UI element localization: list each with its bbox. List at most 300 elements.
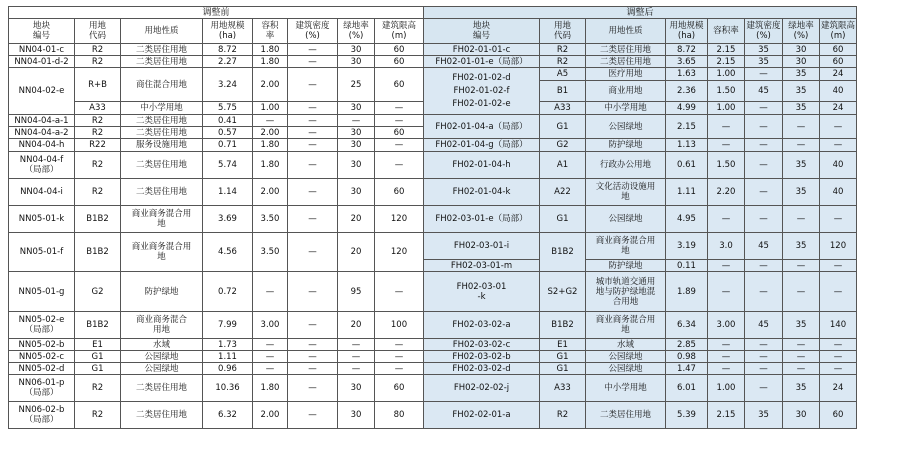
cell: 1.50 — [708, 81, 745, 102]
cell: 商业商务混合用 地 — [121, 233, 203, 272]
cell: 二类居住用地 — [121, 127, 203, 139]
col-header: 用地 代码 — [540, 19, 586, 44]
cell: 城市轨道交通用 地与防护绿地混 合用地 — [586, 272, 666, 312]
col-header: 建筑密度 (%) — [745, 19, 783, 44]
cell: 5.39 — [666, 402, 708, 429]
col-header: 地块 编号 — [9, 19, 75, 44]
table-row — [9, 233, 857, 260]
cell: 2.00 — [253, 179, 288, 206]
cell: — — [375, 351, 424, 363]
cell: FH02-01-02-d FH02-01-02-f FH02-01-02-e — [424, 68, 540, 115]
cell: 120 — [820, 233, 857, 260]
cell: 24 — [820, 375, 857, 402]
cell: 2.00 — [253, 402, 288, 429]
cell: 120 — [375, 206, 424, 233]
cell: NN04-01-d-2 — [9, 56, 75, 68]
cell: R2 — [75, 115, 121, 127]
cell: 20 — [338, 312, 375, 339]
cell: — — [288, 375, 338, 402]
cell: — — [288, 339, 338, 351]
cell: B1 — [540, 81, 586, 102]
cell: NN04-01-c — [9, 44, 75, 56]
cell: 24 — [820, 68, 857, 81]
cell: R2 — [75, 44, 121, 56]
cell: G1 — [75, 363, 121, 375]
table-row — [9, 44, 857, 56]
cell: 60 — [375, 44, 424, 56]
cell: R2 — [75, 56, 121, 68]
cell: — — [288, 127, 338, 139]
cell: NN05-02-b — [9, 339, 75, 351]
cell: 1.00 — [253, 102, 288, 115]
cell: 4.56 — [203, 233, 253, 272]
cell: 30 — [338, 402, 375, 429]
cell: 100 — [375, 312, 424, 339]
cell: 40 — [820, 179, 857, 206]
cell: 公园绿地 — [121, 351, 203, 363]
cell: 30 — [338, 152, 375, 179]
cell: 8.72 — [203, 44, 253, 56]
cell: 1.14 — [203, 179, 253, 206]
cell: 2.00 — [253, 127, 288, 139]
cell: G1 — [540, 115, 586, 139]
table-row — [9, 68, 857, 81]
cell: E1 — [75, 339, 121, 351]
cell: — — [338, 351, 375, 363]
cell: — — [288, 351, 338, 363]
cell: — — [288, 272, 338, 312]
cell: — — [783, 206, 820, 233]
cell: 中小学用地 — [121, 102, 203, 115]
cell: — — [253, 272, 288, 312]
table-row — [9, 272, 857, 312]
cell: 3.00 — [253, 312, 288, 339]
cell: 水域 — [121, 339, 203, 351]
cell: — — [288, 206, 338, 233]
cell: 2.15 — [708, 402, 745, 429]
cell: NN04-04-h — [9, 139, 75, 152]
cell: — — [288, 115, 338, 127]
cell: — — [288, 139, 338, 152]
cell: 1.00 — [708, 102, 745, 115]
cell: 30 — [783, 402, 820, 429]
cell: NN05-02-c — [9, 351, 75, 363]
cell: — — [745, 115, 783, 139]
col-header: 用地 代码 — [75, 19, 121, 44]
col-header: 地块 编号 — [424, 19, 540, 44]
cell: 6.34 — [666, 312, 708, 339]
cell: — — [288, 68, 338, 102]
cell: — — [745, 272, 783, 312]
cell: 45 — [745, 233, 783, 260]
cell: 3.50 — [253, 233, 288, 272]
cell: 60 — [375, 179, 424, 206]
cell: — — [820, 351, 857, 363]
cell: 1.80 — [253, 44, 288, 56]
cell: FH02-03-02-b — [424, 351, 540, 363]
cell: FH02-01-01-e（局部） — [424, 56, 540, 68]
cell: 120 — [375, 233, 424, 272]
cell: — — [745, 139, 783, 152]
cell: — — [375, 115, 424, 127]
cell: — — [375, 102, 424, 115]
cell: — — [708, 139, 745, 152]
cell: A1 — [540, 152, 586, 179]
cell: R2 — [75, 402, 121, 429]
cell: 30 — [338, 375, 375, 402]
cell: 0.71 — [203, 139, 253, 152]
cell: 3.24 — [203, 68, 253, 102]
col-header: 用地性质 — [586, 19, 666, 44]
cell: 1.00 — [708, 68, 745, 81]
cell: 4.95 — [666, 206, 708, 233]
cell: 3.19 — [666, 233, 708, 260]
cell: 35 — [783, 375, 820, 402]
cell: 30 — [338, 102, 375, 115]
cell: 3.50 — [253, 206, 288, 233]
cell: 35 — [783, 312, 820, 339]
cell: 0.98 — [666, 351, 708, 363]
cell: — — [288, 363, 338, 375]
cell: 二类居住用地 — [121, 375, 203, 402]
cell: 二类居住用地 — [586, 56, 666, 68]
cell: B1B2 — [540, 233, 586, 272]
cell: 1.89 — [666, 272, 708, 312]
cell: 35 — [783, 68, 820, 81]
cell: 防护绿地 — [586, 139, 666, 152]
cell: 行政办公用地 — [586, 152, 666, 179]
cell: 3.0 — [708, 233, 745, 260]
cell: 35 — [783, 233, 820, 260]
cell: 30 — [783, 44, 820, 56]
cell: — — [783, 260, 820, 272]
cell: 30 — [338, 139, 375, 152]
cell: G1 — [540, 351, 586, 363]
cell: 10.36 — [203, 375, 253, 402]
cell: — — [288, 56, 338, 68]
cell: 1.13 — [666, 139, 708, 152]
cell: — — [745, 363, 783, 375]
cell: 6.01 — [666, 375, 708, 402]
cell: 商住混合用地 — [121, 68, 203, 102]
cell: 公园绿地 — [586, 206, 666, 233]
cell: FH02-03-01-e（局部） — [424, 206, 540, 233]
header-before: 调整前 — [9, 7, 424, 19]
cell: 40 — [820, 81, 857, 102]
cell: — — [783, 339, 820, 351]
cell: FH02-01-04-a（局部） — [424, 115, 540, 139]
table-row — [9, 152, 857, 179]
cell: 35 — [783, 102, 820, 115]
cell: FH02-03-02-c — [424, 339, 540, 351]
cell: 5.74 — [203, 152, 253, 179]
cell: 1.80 — [253, 56, 288, 68]
cell: 水域 — [586, 339, 666, 351]
cell: — — [745, 152, 783, 179]
cell: — — [288, 152, 338, 179]
cell: 商业商务混合 用地 — [121, 312, 203, 339]
table-row — [9, 312, 857, 339]
cell: — — [338, 363, 375, 375]
cell: 6.32 — [203, 402, 253, 429]
table-row — [9, 139, 857, 152]
cell: — — [375, 339, 424, 351]
cell: 二类居住用地 — [121, 56, 203, 68]
cell: NN06-02-b （局部） — [9, 402, 75, 429]
cell: R+B — [75, 68, 121, 102]
cell: A5 — [540, 68, 586, 81]
cell: 1.00 — [708, 375, 745, 402]
cell: FH02-02-02-j — [424, 375, 540, 402]
cell: 二类居住用地 — [121, 402, 203, 429]
cell: 2.15 — [708, 44, 745, 56]
cell: 公园绿地 — [586, 115, 666, 139]
cell: 2.15 — [666, 115, 708, 139]
cell: — — [708, 363, 745, 375]
cell: — — [253, 363, 288, 375]
cell: 0.41 — [203, 115, 253, 127]
cell: 4.99 — [666, 102, 708, 115]
cell: — — [745, 375, 783, 402]
cell: 商业商务混合用 地 — [586, 312, 666, 339]
table-row — [9, 375, 857, 402]
cell: — — [708, 206, 745, 233]
cell: — — [745, 206, 783, 233]
cell: 文化活动设施用 地 — [586, 179, 666, 206]
cell: R2 — [540, 402, 586, 429]
table-row — [9, 115, 857, 127]
cell: — — [253, 351, 288, 363]
table-row — [9, 56, 857, 68]
cell: 35 — [783, 152, 820, 179]
cell: 35 — [783, 179, 820, 206]
cell: FH02-03-02-a — [424, 312, 540, 339]
cell: B1B2 — [540, 312, 586, 339]
table-row — [9, 351, 857, 363]
cell: 30 — [338, 179, 375, 206]
cell: 公园绿地 — [586, 363, 666, 375]
cell: — — [288, 179, 338, 206]
cell: 1.50 — [708, 152, 745, 179]
cell: — — [820, 363, 857, 375]
cell: NN04-04-a-2 — [9, 127, 75, 139]
cell: 60 — [820, 44, 857, 56]
cell: 8.72 — [666, 44, 708, 56]
cell: — — [820, 339, 857, 351]
cell: 1.11 — [203, 351, 253, 363]
cell: — — [253, 115, 288, 127]
cell: NN05-02-d — [9, 363, 75, 375]
cell: — — [745, 102, 783, 115]
cell: FH02-01-04-h — [424, 152, 540, 179]
cell: — — [375, 139, 424, 152]
col-header: 容积 率 — [253, 19, 288, 44]
cell: FH02-01-01-c — [424, 44, 540, 56]
cell: FH02-02-01-a — [424, 402, 540, 429]
cell: 2.85 — [666, 339, 708, 351]
cell: — — [783, 139, 820, 152]
cell: — — [708, 351, 745, 363]
cell: — — [783, 351, 820, 363]
cell: — — [820, 272, 857, 312]
cell: R2 — [540, 44, 586, 56]
table-row — [9, 402, 857, 429]
cell: 80 — [375, 402, 424, 429]
cell: — — [708, 260, 745, 272]
cell: — — [745, 260, 783, 272]
cell: NN04-04-a-1 — [9, 115, 75, 127]
col-header: 用地性质 — [121, 19, 203, 44]
cell: 二类居住用地 — [121, 115, 203, 127]
cell: S2+G2 — [540, 272, 586, 312]
cell: — — [745, 339, 783, 351]
cell: 0.72 — [203, 272, 253, 312]
cell: 二类居住用地 — [121, 44, 203, 56]
table-row — [9, 363, 857, 375]
cell: — — [338, 339, 375, 351]
cell: — — [375, 363, 424, 375]
cell: B1B2 — [75, 233, 121, 272]
cell: R2 — [540, 56, 586, 68]
cell: 防护绿地 — [121, 272, 203, 312]
cell: 1.11 — [666, 179, 708, 206]
col-header: 容积率 — [708, 19, 745, 44]
cell: 60 — [820, 402, 857, 429]
cell: NN04-04-i — [9, 179, 75, 206]
cell: FH02-03-01 -k — [424, 272, 540, 312]
cell: 0.11 — [666, 260, 708, 272]
cell: 1.63 — [666, 68, 708, 81]
cell: FH02-03-01-m — [424, 260, 540, 272]
cell: — — [745, 68, 783, 81]
cell: 医疗用地 — [586, 68, 666, 81]
cell: 二类居住用地 — [586, 44, 666, 56]
cell: — — [783, 272, 820, 312]
cell: — — [375, 272, 424, 312]
cell: — — [783, 363, 820, 375]
header-after: 调整后 — [424, 7, 857, 19]
cell: G2 — [540, 139, 586, 152]
cell: 35 — [745, 402, 783, 429]
table-row — [9, 339, 857, 351]
cell: 二类居住用地 — [121, 179, 203, 206]
cell: 2.36 — [666, 81, 708, 102]
cell: 2.27 — [203, 56, 253, 68]
cell: FH02-03-02-d — [424, 363, 540, 375]
cell: — — [338, 115, 375, 127]
col-header: 建筑限高 (m) — [820, 19, 857, 44]
cell: 1.47 — [666, 363, 708, 375]
cell: 1.80 — [253, 375, 288, 402]
cell: 60 — [820, 56, 857, 68]
cell: NN05-01-k — [9, 206, 75, 233]
cell: 0.96 — [203, 363, 253, 375]
cell: — — [288, 312, 338, 339]
cell: — — [253, 339, 288, 351]
cell: — — [820, 115, 857, 139]
land-use-adjustment-table — [8, 6, 857, 429]
cell: A22 — [540, 179, 586, 206]
cell: — — [708, 339, 745, 351]
cell: — — [288, 102, 338, 115]
col-header: 建筑限高 (m) — [375, 19, 424, 44]
cell: — — [820, 139, 857, 152]
table-row — [9, 206, 857, 233]
cell: — — [288, 233, 338, 272]
col-header: 用地规模 (ha) — [666, 19, 708, 44]
cell: FH02-03-01-i — [424, 233, 540, 260]
cell: B1B2 — [75, 206, 121, 233]
cell: 35 — [783, 81, 820, 102]
cell: 30 — [338, 44, 375, 56]
cell: 中小学用地 — [586, 102, 666, 115]
cell: — — [745, 179, 783, 206]
cell: 2.00 — [253, 68, 288, 102]
cell: R2 — [75, 375, 121, 402]
cell: G2 — [75, 272, 121, 312]
cell: — — [820, 206, 857, 233]
cell: — — [820, 260, 857, 272]
cell: A33 — [75, 102, 121, 115]
cell: FH02-01-04-g（局部） — [424, 139, 540, 152]
cell: 35 — [745, 56, 783, 68]
cell: 3.65 — [666, 56, 708, 68]
cell: 服务设施用地 — [121, 139, 203, 152]
cell: R2 — [75, 179, 121, 206]
cell: NN05-01-f — [9, 233, 75, 272]
cell: A33 — [540, 375, 586, 402]
cell: 60 — [375, 68, 424, 102]
cell: 24 — [820, 102, 857, 115]
cell: A33 — [540, 102, 586, 115]
cell: 商业商务混合用 地 — [121, 206, 203, 233]
cell: 0.61 — [666, 152, 708, 179]
cell: 60 — [375, 375, 424, 402]
col-header: 建筑密度 (%) — [288, 19, 338, 44]
cell: 二类居住用地 — [121, 152, 203, 179]
cell: NN06-01-p （局部） — [9, 375, 75, 402]
col-header: 绿地率 (%) — [338, 19, 375, 44]
cell: 中小学用地 — [586, 375, 666, 402]
table-row — [9, 179, 857, 206]
cell: 20 — [338, 206, 375, 233]
cell: 40 — [820, 152, 857, 179]
cell: — — [745, 351, 783, 363]
cell: 45 — [745, 312, 783, 339]
cell: 3.00 — [708, 312, 745, 339]
cell: 30 — [338, 56, 375, 68]
cell: G1 — [540, 363, 586, 375]
cell: 2.15 — [708, 56, 745, 68]
cell: 商业用地 — [586, 81, 666, 102]
cell: 商业商务混合用 地 — [586, 233, 666, 260]
cell: E1 — [540, 339, 586, 351]
cell: 防护绿地 — [586, 260, 666, 272]
cell: — — [783, 115, 820, 139]
cell: 60 — [375, 127, 424, 139]
cell: — — [288, 402, 338, 429]
cell: G1 — [75, 351, 121, 363]
cell: 60 — [375, 56, 424, 68]
cell: 25 — [338, 68, 375, 102]
cell: NN05-02-e （局部） — [9, 312, 75, 339]
cell: — — [288, 44, 338, 56]
cell: 45 — [745, 81, 783, 102]
cell: 5.75 — [203, 102, 253, 115]
cell: 3.69 — [203, 206, 253, 233]
cell: B1B2 — [75, 312, 121, 339]
cell: 公园绿地 — [586, 351, 666, 363]
